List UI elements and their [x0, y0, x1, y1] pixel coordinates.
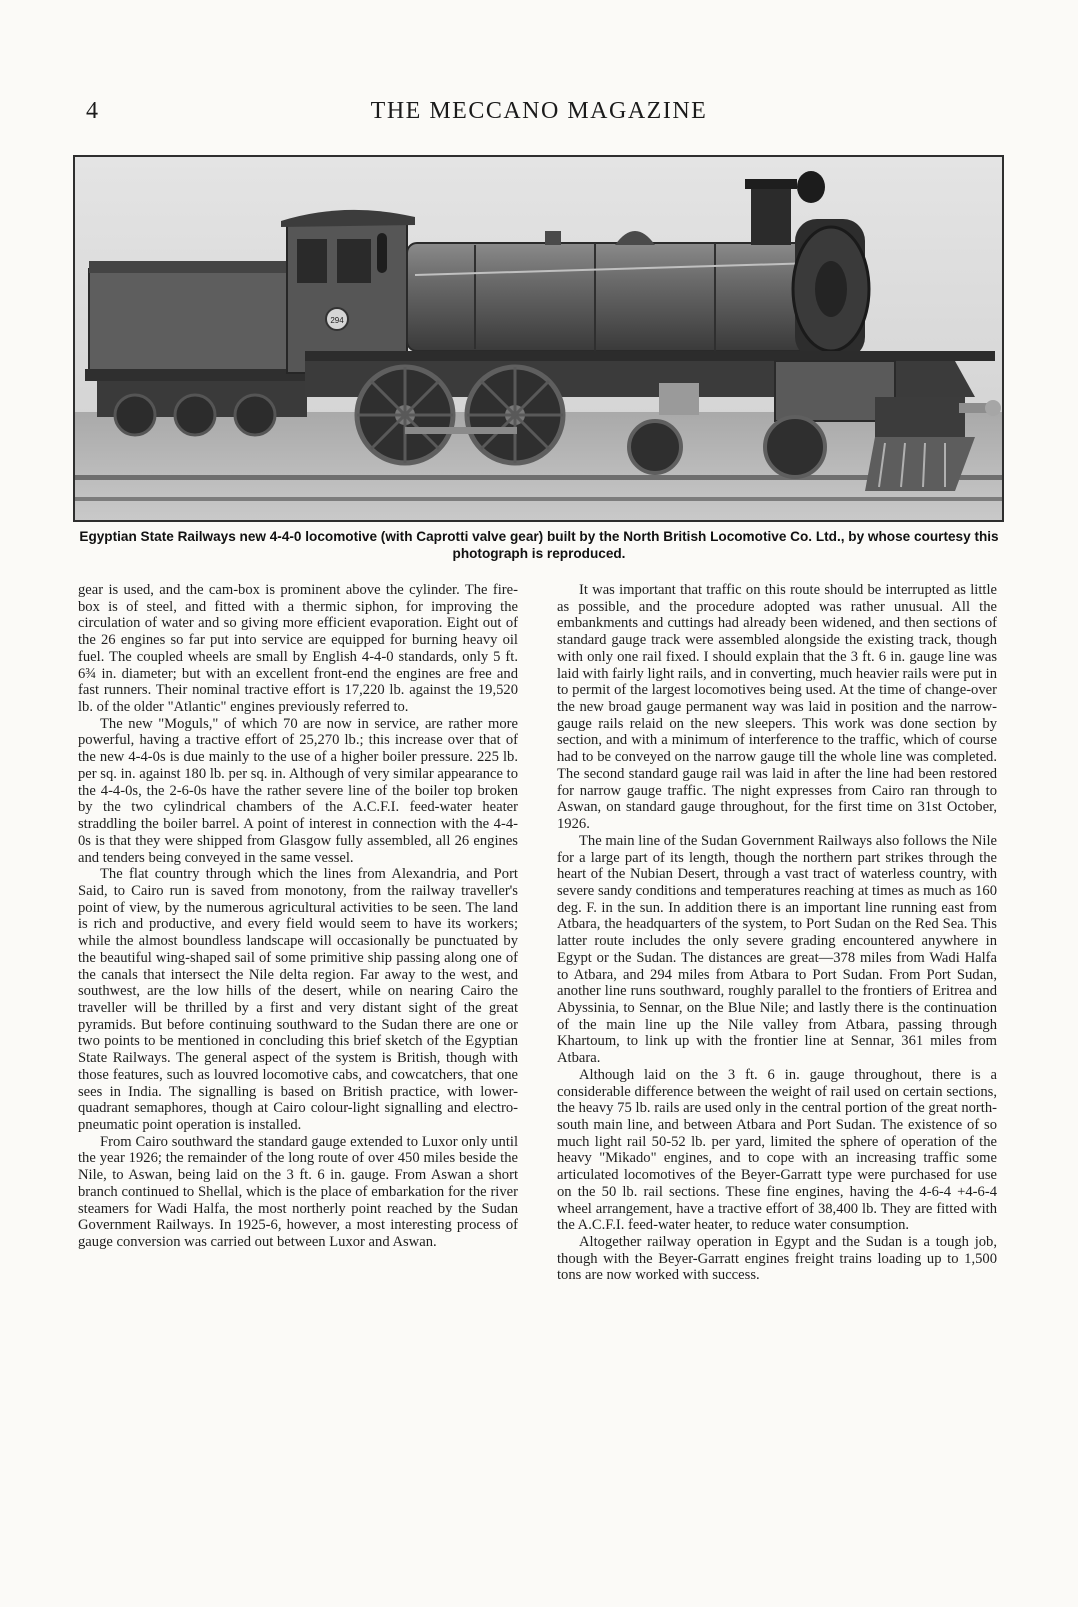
article-left-column [78, 582, 518, 1251]
article-paragraph: Although laid on the 3 ft. 6 in. gauge throughout, there is a considerable difference between the weight of rail used on certain sections, the heavy 75 lb. rails are used only in the central portion of the great north-south main line, and between Atbara and Port Sudan. The existence of so much light rail 50-52 lb. per yard, limited the sphere of operation of the heavy "Mikado" engines, and to cope with an increasing traffic some articulated locomotives of the Beyer-Garratt type were purchased for use on the 50 lb. rail sections. These fine engines, having the 4-6-4 +4-6-4 wheel arrangement, have a tractive effort of 38,400 lb. They are fitted with the A.C.F.I. feed-water heater, to reduce water consumption. [557, 1066, 997, 1234]
locomotive-photo [73, 155, 1004, 522]
article-paragraph: The main line of the Sudan Government Railways also follows the Nile for a large part of its length, though the northern part strikes through the heart of the Nubian Desert, through a vast tract of waterless country, with severe sandy conditions and temperatures reaching at times as much as 160 deg. F. in the sun. In addition there is an important line running east from Atbara, the headquarters of the system, to Port Sudan on the Red Sea. This latter route includes the only severe grading encountered anywhere in Egypt or the Sudan. The distances are great—378 miles from Wadi Halfa to Atbara, and 294 miles from Atbara to Port Sudan. From Port Sudan, another line runs southward, roughly parallel to the frontiers of Eritrea and Abyssinia, to Sennar, on the Blue Nile; and lastly there is the continuation of the main line up the Nile valley from Atbara, passing through Khartoum, to link up with the frontier line at Sennar, 361 miles from Atbara. [557, 832, 997, 1067]
photo-caption: Egyptian State Railways new 4-4-0 locomotive (with Caprotti valve gear) built by the North British Locomotive Co. Ltd., by whose courtesy this photograph is reproduced. [79, 529, 999, 561]
article-paragraph: From Cairo southward the standard gauge extended to Luxor only until the year 1926; the remainder of the long route of over 450 miles beside the Nile, to Aswan, being laid on the 3 ft. 6 in. gauge. From Aswan a short branch continued to Shellal, which is the place of embarkation for the river steamers for Wadi Halfa, the most northerly point reached by the Sudan Government Railways. In 1925-6, however, a most interesting process of gauge conversion was carried out between Luxor and Aswan. [78, 1133, 518, 1251]
number-plate: 294 [330, 316, 344, 325]
article-paragraph: The flat country through which the lines from Alexandria, and Port Said, to Cairo run is saved from monotony, from the railway traveller's point of view, by the numerous agricultural activities to be seen. The land is rich and productive, and every field would seem to have its workers; while the almost boundless landscape will occasionally be punctuated by the beautiful wing-shaped sail of some primitive ship passing along one of the canals that intersect the Nile delta region. Far away to the west, and southwest, are the low hills of the desert, while on nearing Cairo the traveller will be thrilled by a first and very distant sight of the great pyramids. But before continuing southward to the Sudan there are one or two points to be mentioned in concluding this brief sketch of the Egyptian State Railways. The general aspect of the system is British, though with those features, such as louvred locomotive cabs, and cowcatchers, that one sees in India. The signalling is based on British practice, with lower-quadrant semaphores, though at Cairo colour-light signalling and electro-pneumatic point operation is installed. [78, 866, 518, 1133]
article-paragraph: It was important that traffic on this route should be interrupted as little as possible, and the procedure adopted was rather unusual. All the embankments and cuttings had already been widened, and then sections of standard gauge track were assembled alongside the existing track, though with only one rail fixed. I should explain that the 3 ft. 6 in. gauge line was laid with fairly light rails, and in converting, much heavier rails were put in to permit of the largest locomotives being used. At the time of change-over the new broad gauge permanent way was laid in position and the narrow-gauge rails relaid on the new sleepers. This work was done section by section, and with a minimum of interference to the traffic, which of course had to be conveyed on the narrow gauge till the whole line was completed. The second standard gauge rail was laid in after the line had been restored for narrow gauge traffic. The night expresses from Cairo ran through to Aswan, on standard gauge throughout, for the first time on 31st October, 1926. [557, 582, 997, 833]
magazine-title: THE MECCANO MAGAZINE [370, 98, 708, 124]
article-paragraph: Altogether railway operation in Egypt and the Sudan is a tough job, though with the Beyer-Garratt engines freight trains loading up to 1,500 tons are now worked with success. [557, 1234, 997, 1284]
article-right-column [557, 582, 997, 1284]
article-paragraph: gear is used, and the cam-box is prominent above the cylinder. The fire-box is of steel, and fitted with a thermic siphon, for improving the circulation of water and so giving more efficient evaporation. Eight out of the 26 engines so far put into service are equipped for burning heavy oil fuel. The coupled wheels are small by English 4-4-0 standards, only 5 ft. 6¾ in. diameter; but with an excellent front-end the engines are free and fast runners. Their nominal tractive effort is 17,220 lb. against the 19,520 lb. of the older "Atlantic" engines previously referred to. [78, 582, 518, 716]
page-number: 4 [86, 98, 99, 124]
article-paragraph: The new "Moguls," of which 70 are now in service, are rather more powerful, having a tractive effort of 25,270 lb.; this increase over that of the new 4-4-0s is due mainly to the use of a higher boiler pressure. 225 lb. per sq. in. against 180 lb. per sq. in. Although of very similar appearance to the 4-4-0s, the 2-6-0s have the rather severe line of the boiler top broken by the two cylindrical chambers of the A.C.F.I. feed-water heater straddling the boiler barrel. A point of interest in connection with the 4-4-0s is that they were shipped from Glasgow fully assembled, all 26 engines and tenders being conveyed in the same vessel. [78, 715, 518, 866]
